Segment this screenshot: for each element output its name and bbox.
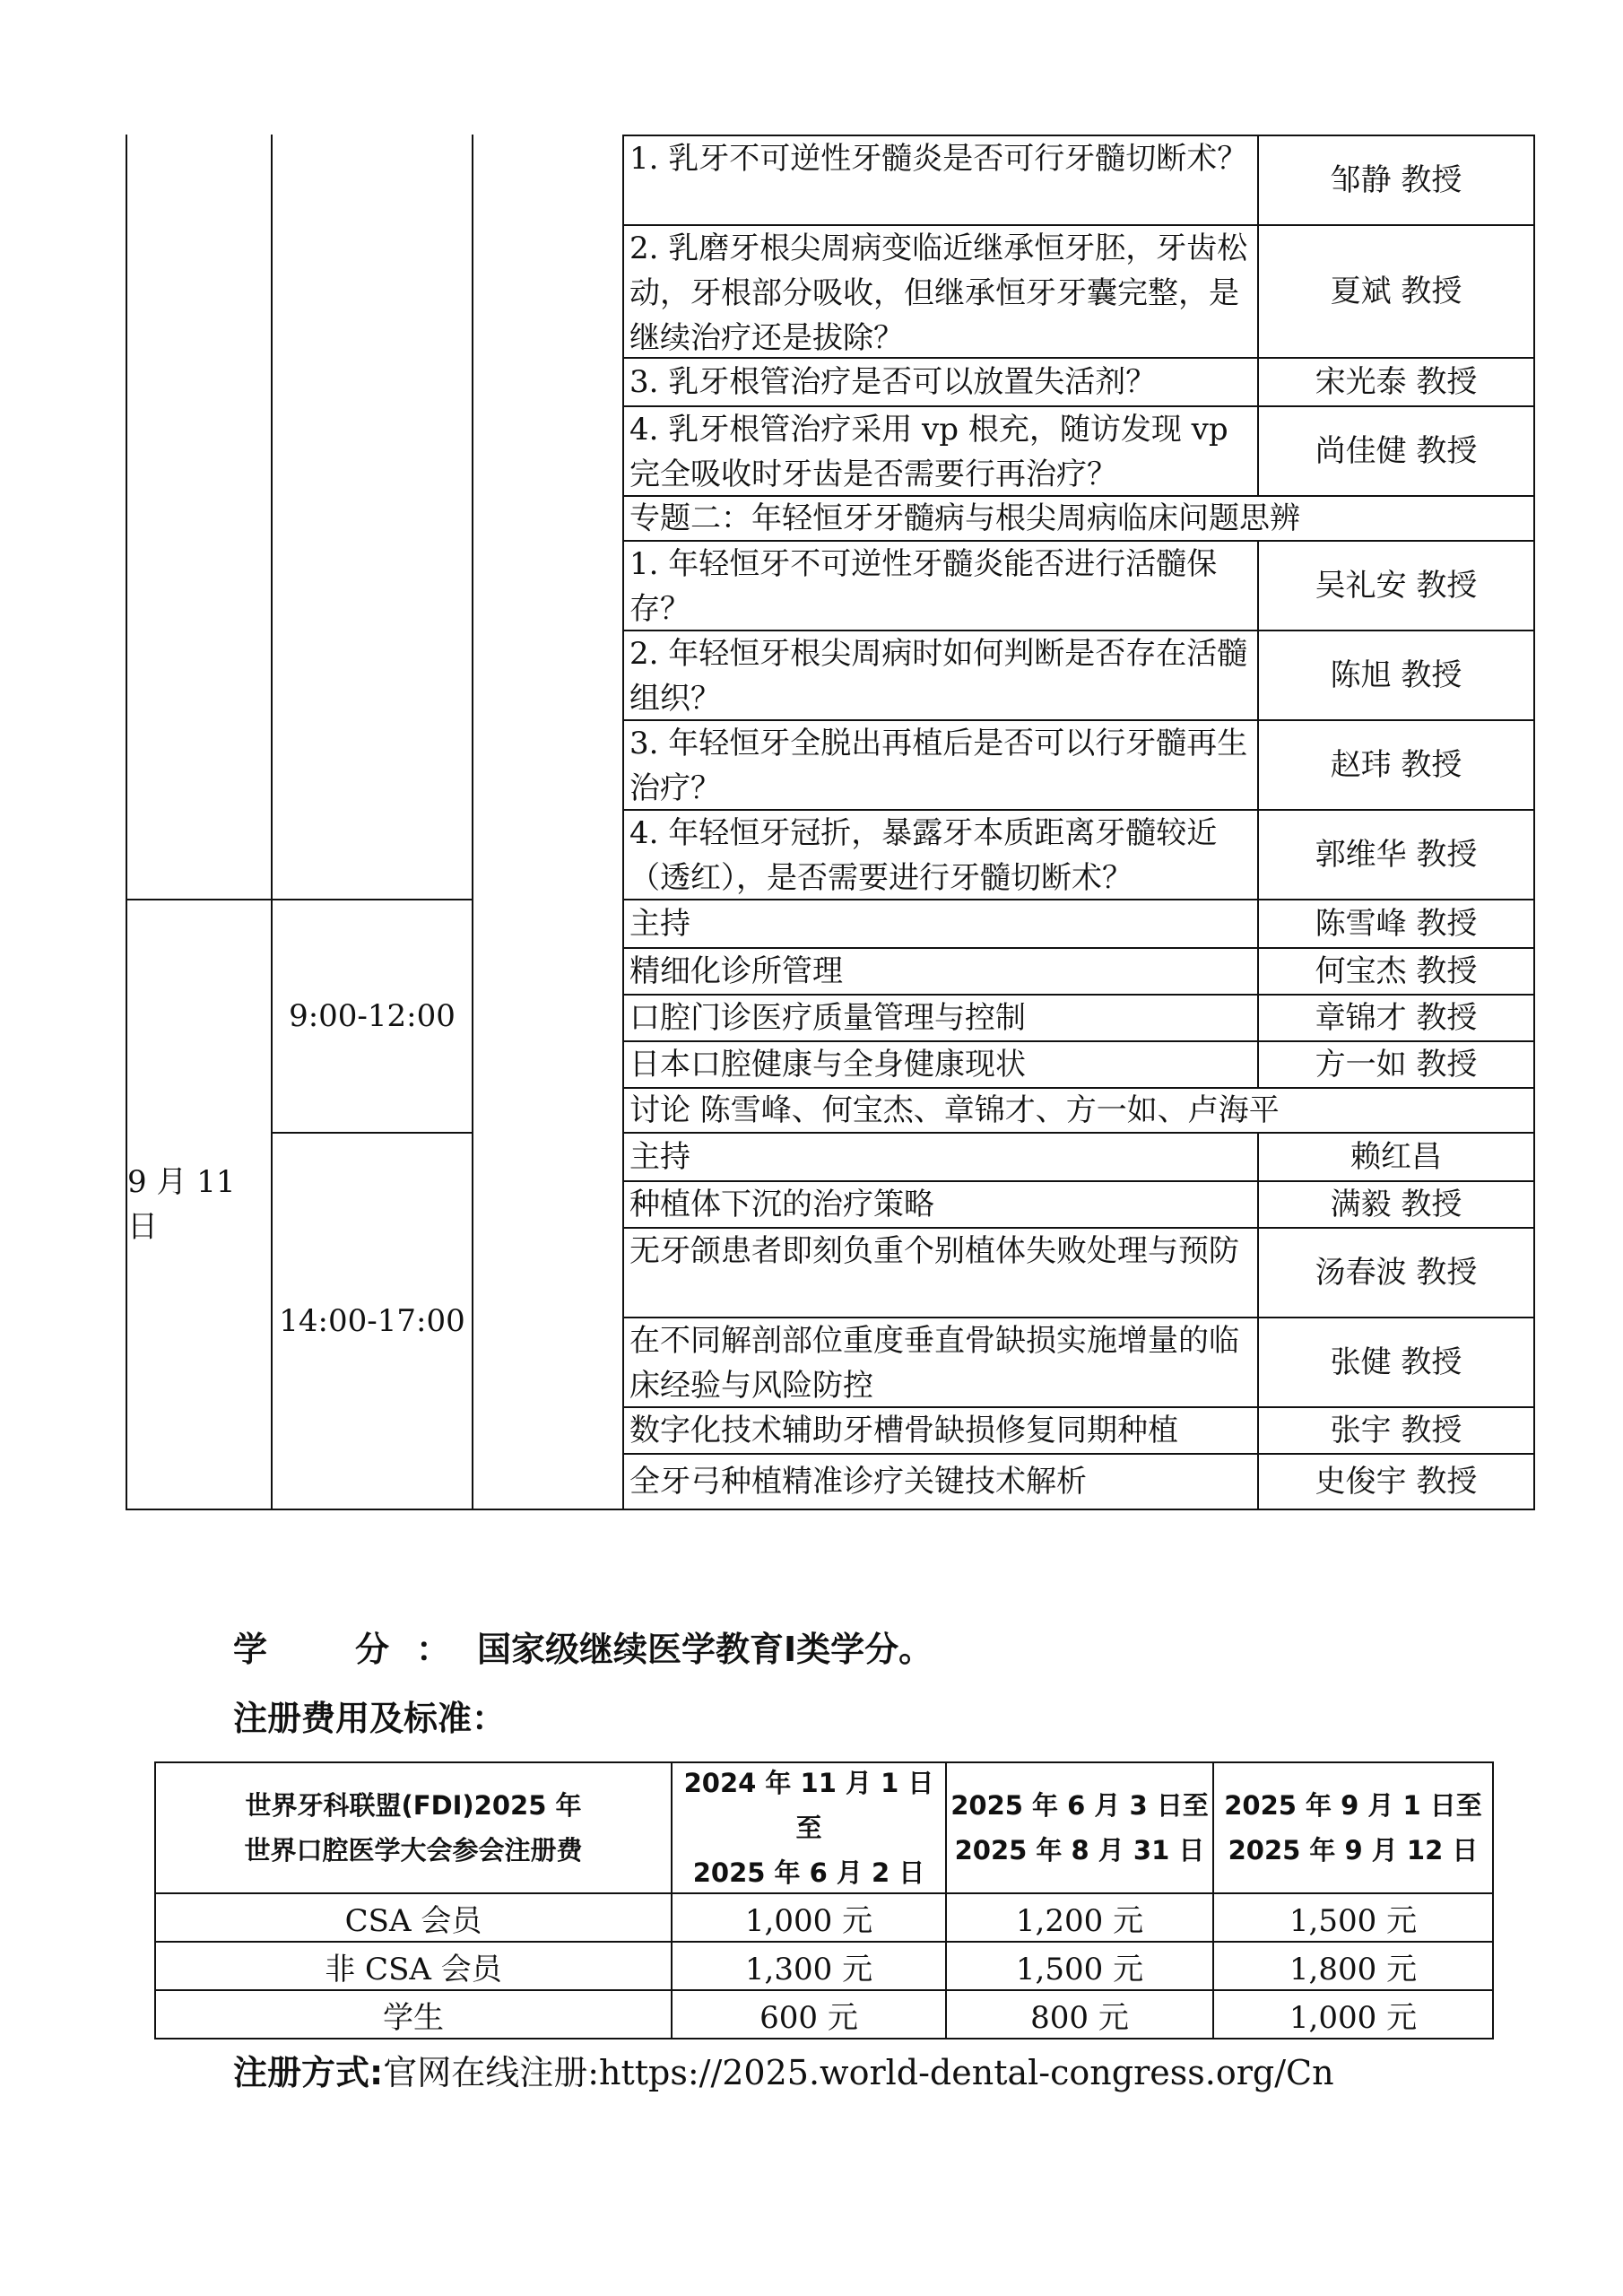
fee-header-period-3	[1214, 1763, 1492, 1892]
speaker-cell: 张宇 教授	[1330, 1413, 1462, 1448]
topic-cell: 精细化诊所管理	[629, 953, 843, 989]
header-line: 世界口腔医学大会参会注册费	[244, 1835, 583, 1866]
topic-cell: 3. 乳牙根管治疗是否可以放置失活剂？	[629, 364, 1157, 400]
fee-type: 非 CSA 会员	[325, 1951, 502, 1987]
header-line: 2024 年 11 月 1 日至	[683, 1768, 934, 1843]
topic-cell: 主持	[629, 906, 690, 942]
fee-header-period-1	[673, 1763, 945, 1892]
table-border	[126, 1509, 1535, 1510]
fee-type: 学生	[383, 1999, 444, 2036]
fee-table	[154, 1761, 1494, 2039]
speaker-cell: 吴礼安 教授	[1315, 568, 1478, 604]
speaker-cell: 郭维华 教授	[1315, 837, 1478, 873]
credit-label: 学 分：	[233, 1630, 478, 1669]
header-line: 2025 年 9 月 12 日	[1228, 1835, 1479, 1866]
time-slot-afternoon: 14:00-17:00	[279, 1303, 465, 1339]
fee-type: CSA 会员	[344, 1902, 482, 1939]
speaker-cell: 夏斌 教授	[1330, 274, 1462, 309]
topic-cell: 主持	[629, 1139, 690, 1175]
discussion-row: 讨论 陈雪峰、何宝杰、章锦才、方一如、卢海平	[629, 1092, 1280, 1128]
speaker-cell: 汤春波 教授	[1315, 1255, 1478, 1291]
speaker-cell: 陈雪峰 教授	[1315, 906, 1478, 942]
fee-price: 1,000 元	[744, 1902, 873, 1939]
section-heading: 专题二：年轻恒牙牙髓病与根尖周病临床问题思辨	[629, 500, 1300, 536]
topic-cell: 1. 年轻恒牙不可逆性牙髓炎能否进行活髓保存？	[629, 546, 1218, 627]
speaker-cell: 方一如 教授	[1315, 1047, 1478, 1083]
header-line: 世界牙科联盟(FDI)2025 年	[245, 1790, 582, 1821]
topic-cell: 3. 年轻恒牙全脱出再植后是否可以行牙髓再生治疗？	[629, 726, 1248, 806]
topic-cell: 4. 年轻恒牙冠折，暴露牙本质距离牙髓较近（透红），是否需要进行牙髓切断术？	[629, 815, 1218, 896]
topic-cell: 无牙颌患者即刻负重个别植体失败处理与预防	[629, 1233, 1239, 1269]
fee-price: 800 元	[1030, 1999, 1129, 2036]
speaker-cell: 张健 教授	[1330, 1344, 1462, 1380]
speaker-cell: 何宝杰 教授	[1315, 953, 1478, 989]
speaker-cell: 尚佳健 教授	[1315, 433, 1478, 469]
fee-price: 1,500 元	[1289, 1902, 1418, 1939]
topic-cell: 4. 乳牙根管治疗采用 vp 根充，随访发现 vp 完全吸收时牙齿是否需要行再治疗？	[629, 412, 1228, 492]
speaker-cell: 陈旭 教授	[1330, 657, 1462, 693]
topic-cell: 2. 年轻恒牙根尖周病时如何判断是否存在活髓组织？	[629, 636, 1248, 717]
topic-cell: 种植体下沉的治疗策略	[629, 1187, 934, 1222]
table-border	[154, 2038, 1494, 2039]
fee-price: 600 元	[759, 1999, 858, 2036]
topic-cell: 2. 乳磨牙根尖周病变临近继承恒牙胚，牙齿松动，牙根部分吸收，但继承恒牙牙囊完整，是继续治疗还是拔除？	[629, 230, 1248, 356]
time-slot-morning: 9:00-12:00	[289, 998, 456, 1034]
topic-cell: 日本口腔健康与全身健康现状	[629, 1047, 1026, 1083]
speaker-cell: 宋光泰 教授	[1315, 364, 1478, 400]
registration-line	[233, 2045, 1334, 2094]
header-line: 2025 年 9 月 1 日至	[1224, 1790, 1482, 1821]
speaker-cell: 史俊宇 教授	[1315, 1464, 1478, 1500]
session-date: 9 月 11 日	[127, 1164, 236, 1245]
speaker-cell: 章锦才 教授	[1315, 1000, 1478, 1036]
schedule-table	[126, 135, 1535, 1510]
table-border	[1533, 135, 1535, 1510]
fee-header-category	[156, 1763, 671, 1892]
fee-price: 1,300 元	[744, 1951, 873, 1987]
topic-cell: 在不同解剖部位重度垂直骨缺损实施增量的临床经验与风险防控	[629, 1323, 1239, 1404]
fee-header-period-2	[947, 1763, 1212, 1892]
topic-cell: 数字化技术辅助牙槽骨缺损修复同期种植	[629, 1413, 1178, 1448]
fee-price: 1,800 元	[1289, 1951, 1418, 1987]
registration-label: 注册方式:	[233, 2053, 384, 2092]
topic-cell: 口腔门诊医疗质量管理与控制	[629, 1000, 1026, 1036]
fee-price: 1,500 元	[1015, 1951, 1144, 1987]
topic-cell: 1. 乳牙不可逆性牙髓炎是否可行牙髓切断术？	[629, 141, 1248, 177]
fee-price: 1,200 元	[1015, 1902, 1144, 1939]
speaker-cell: 邹静 教授	[1330, 162, 1462, 198]
header-line: 2025 年 6 月 3 日至	[950, 1790, 1209, 1821]
table-border	[472, 135, 473, 1510]
registration-link[interactable]: 官网在线注册:https://2025.world-dental-congress.org/Cn	[383, 2053, 1334, 2092]
credit-line	[233, 1622, 933, 1671]
credit-text: 国家级继续医学教育Ⅰ类学分。	[477, 1630, 933, 1669]
speaker-cell: 赵玮 教授	[1330, 747, 1462, 783]
speaker-cell: 赖红昌	[1350, 1139, 1442, 1175]
table-border	[1492, 1761, 1494, 2039]
header-line: 2025 年 8 月 31 日	[954, 1835, 1205, 1866]
fee-price: 1,000 元	[1289, 1999, 1418, 2036]
fee-heading: 注册费用及标准：	[233, 1699, 507, 1738]
speaker-cell: 满毅 教授	[1330, 1187, 1462, 1222]
topic-cell: 全牙弓种植精准诊疗关键技术解析	[629, 1464, 1087, 1500]
header-line: 2025 年 6 月 2 日	[692, 1857, 925, 1888]
